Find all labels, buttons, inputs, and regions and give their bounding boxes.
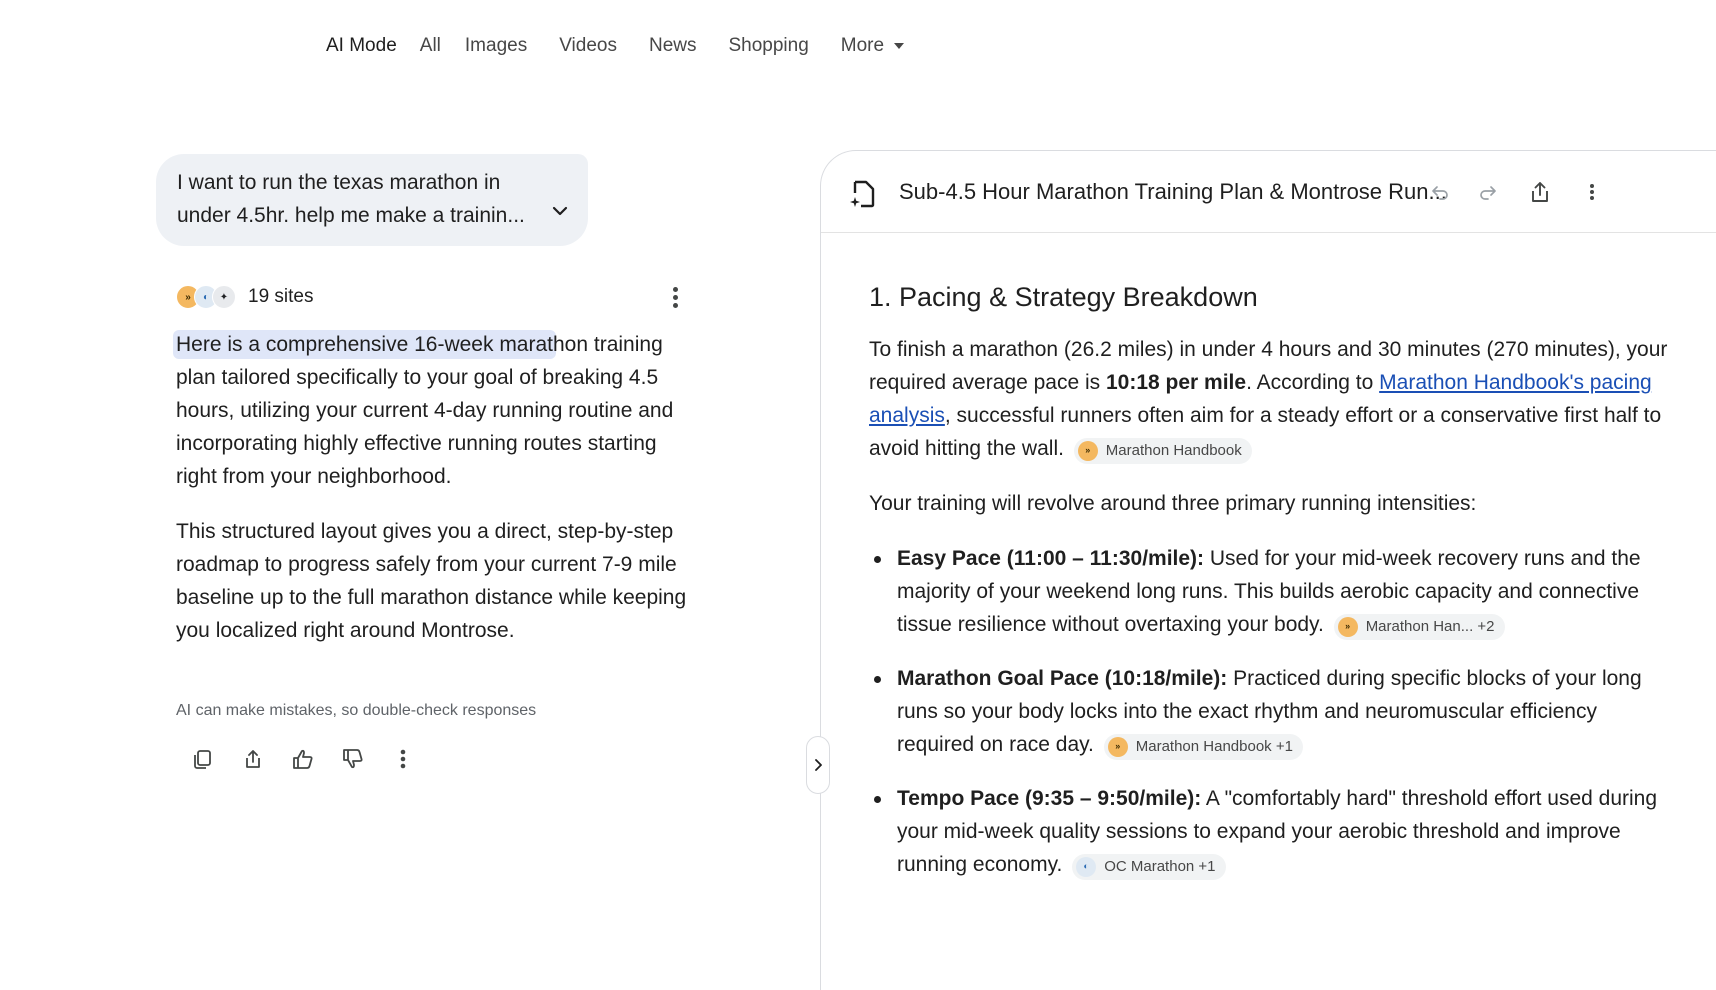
redo-icon[interactable]: [1473, 177, 1503, 207]
answer-paragraph-2: This structured layout gives you a direct, step-by-step roadmap to progress safely from your current 7-9 mile baseline up to the full marathon distance while keeping you localized right around Montrose.: [176, 520, 687, 642]
oc-marathon-icon: ◐: [1076, 857, 1096, 877]
intensities-lead: Your training will revolve around three primary running intensities:: [869, 492, 1477, 515]
source-chip[interactable]: [1074, 438, 1252, 464]
bullet-title: Tempo Pace (9:35 – 9:50/mile):: [897, 787, 1202, 810]
document-icon: [849, 179, 877, 209]
pacing-text: To finish a marathon (26.2 miles) in under 4 hours and 30 minutes (270 minutes), your required average pace is: [869, 338, 1668, 394]
bullet-text: Used for your mid-week recovery runs and the majority of your weekend long runs. This builds aerobic capacity and connective tissue resilience without overtaxing your body.: [897, 547, 1641, 636]
runner-icon: ✦: [212, 285, 236, 309]
sources-row[interactable]: [176, 282, 688, 312]
source-chip-label: Marathon Handbook +1: [1135, 738, 1293, 755]
more-vert-icon[interactable]: [1577, 177, 1607, 207]
bullet-title: Easy Pace (11:00 – 11:30/mile):: [897, 547, 1205, 570]
tab-shopping[interactable]: Shopping: [728, 35, 809, 56]
thumbs-up-icon[interactable]: [288, 744, 318, 774]
answer-paragraph-1-rest: hon training plan tailored specifically to your goal of breaking 4.5 hours, utilizing your current 4-day running routine and incorporating highly effective running routes starting right from your neighborhood.: [176, 333, 674, 488]
oc-marathon-icon: ◐: [194, 285, 218, 309]
search-tabs: [326, 30, 936, 62]
pacing-text: . According to: [1246, 371, 1380, 394]
user-query-text: I want to run the texas marathon in under 4.5hr. help me make a trainin...: [177, 171, 525, 227]
list-item: [869, 542, 1669, 641]
tab-videos[interactable]: Videos: [559, 35, 617, 56]
undo-icon[interactable]: [1425, 177, 1455, 207]
thumbs-down-icon[interactable]: [338, 744, 368, 774]
tab-more[interactable]: [841, 35, 904, 57]
source-chip-label: Marathon Handbook: [1105, 442, 1242, 459]
tab-images[interactable]: Images: [464, 35, 528, 56]
chevron-right-icon: [813, 758, 823, 772]
share-icon[interactable]: [1525, 177, 1555, 207]
pacing-analysis-link[interactable]: Marathon Handbook's pacing analysis: [869, 371, 1652, 427]
marathon-handbook-icon: »: [1108, 737, 1128, 757]
pacing-paragraph: [869, 333, 1669, 465]
panel-header: [821, 151, 1716, 233]
pacing-text: , successful runners often aim for a steady effort or a conservative first half to avoid hitting the wall.: [869, 404, 1662, 460]
answer-actions: [188, 744, 438, 774]
list-item: [869, 662, 1669, 761]
panel-body: [869, 279, 1669, 902]
copy-icon[interactable]: [188, 744, 218, 774]
disclaimer: AI can make mistakes, so double-check responses: [176, 702, 537, 719]
more-vert-icon[interactable]: [388, 744, 418, 774]
tab-all[interactable]: All: [419, 35, 441, 56]
marathon-handbook-icon: »: [176, 285, 200, 309]
chevron-down-icon[interactable]: [550, 201, 570, 221]
source-chip[interactable]: [1104, 734, 1303, 760]
source-favicons: [176, 285, 230, 309]
marathon-handbook-icon: »: [1338, 617, 1358, 637]
highlighted-text: Here is a comprehensive 16-week marat: [176, 333, 553, 356]
caret-down-icon: [894, 43, 904, 49]
ai-answer: [176, 328, 696, 669]
section-heading: 1. Pacing & Strategy Breakdown: [869, 282, 1258, 312]
list-item: [869, 782, 1669, 881]
share-icon[interactable]: [238, 744, 268, 774]
source-chip-label: Marathon Han... +2: [1365, 618, 1495, 635]
answer-paragraph-1: [176, 328, 696, 493]
panel-title: Sub-4.5 Hour Marathon Training Plan & Montrose Run...: [899, 179, 1447, 204]
required-pace: 10:18 per mile: [1105, 371, 1247, 394]
tab-ai-mode[interactable]: AI Mode: [326, 35, 397, 56]
bullet-text: Practiced during specific blocks of your long runs so your body locks into the exact rhythm and neuromuscular efficiency required on race day.: [897, 667, 1642, 756]
document-panel: [820, 150, 1716, 990]
sources-count[interactable]: 19 sites: [248, 286, 314, 307]
user-query-bubble[interactable]: [156, 154, 588, 246]
bullet-text: A "comfortably hard" threshold effort used during your mid-week quality sessions to expand your aerobic threshold and improve running economy.: [897, 787, 1658, 876]
bullet-title: Marathon Goal Pace (10:18/mile):: [897, 667, 1228, 690]
collapse-panel-button[interactable]: [806, 736, 830, 794]
intensity-list: [869, 542, 1669, 881]
source-chip[interactable]: [1072, 854, 1225, 880]
source-chip[interactable]: [1334, 614, 1505, 640]
source-chip-label: OC Marathon +1: [1104, 858, 1216, 875]
tab-news[interactable]: News: [648, 35, 697, 56]
tab-more-label: More: [840, 35, 885, 56]
marathon-handbook-icon: »: [1078, 441, 1098, 461]
more-options-icon[interactable]: [662, 284, 688, 310]
